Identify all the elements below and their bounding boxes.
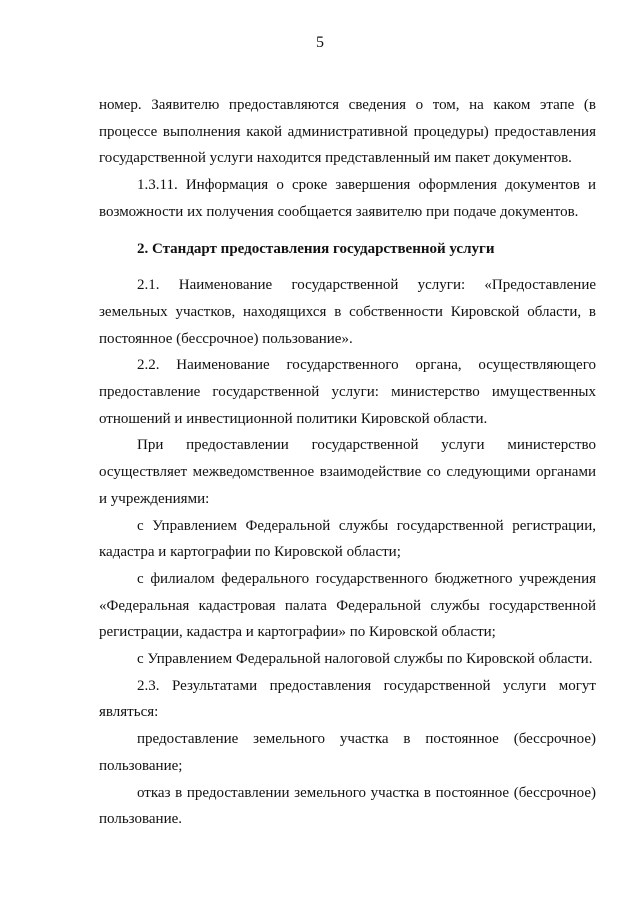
page-number: 5 (316, 34, 324, 51)
section-heading-standard: 2. Стандарт предоставления государственной услуги (137, 240, 495, 257)
paragraph-result-refusal: отказ в предоставлении земельного участка в постоянное (бессрочное) пользование. (99, 784, 596, 828)
paragraph-result-grant: предоставление земельного участка в постоянное (бессрочное) пользование; (99, 731, 596, 774)
document-body (99, 92, 596, 833)
paragraph-1-3-11: 1.3.11. Информация о сроке завершения оформления документов и возможности их получения сообщается заявителю при подаче документов. (99, 177, 596, 220)
paragraph-2-3: 2.3. Результатами предоставления государственной услуги могут являться: (99, 677, 596, 721)
paragraph-rosreestr: с Управлением Федеральной службы государственной регистрации, кадастра и картографии по Кировской области; (99, 517, 596, 561)
paragraph-2-2: 2.2. Наименование государственного органа, осуществляющего предоставление государственной услуги: министерство имущественных отношений и инвестиционной политики Кировской области. (99, 357, 596, 427)
paragraph-interaction-intro: При предоставлении государственной услуги министерство осуществляет межведомственное взаимодействие со следующими органами и учреждениями: (99, 437, 596, 507)
paragraph-cadastral-chamber: с филиалом федерального государственного бюджетного учреждения «Федеральная кадастровая палата Федеральной службы государственной регистрации, кадастра и картографии» по Кировской области; (99, 570, 596, 641)
paragraph-2-1: 2.1. Наименование государственной услуги: «Предоставление земельных участков, находящихся в собственности Кировской области, в постоянное (бессрочное) пользование». (99, 277, 596, 347)
paragraph-tax-service: с Управлением Федеральной налоговой службы по Кировской области. (137, 651, 593, 668)
paragraph-application-status: номер. Заявителю предоставляются сведения о том, на каком этапе (в процессе выполнения какой административной процедуры) предоставления государственной услуги находится представленный им пакет документов. (99, 97, 596, 167)
